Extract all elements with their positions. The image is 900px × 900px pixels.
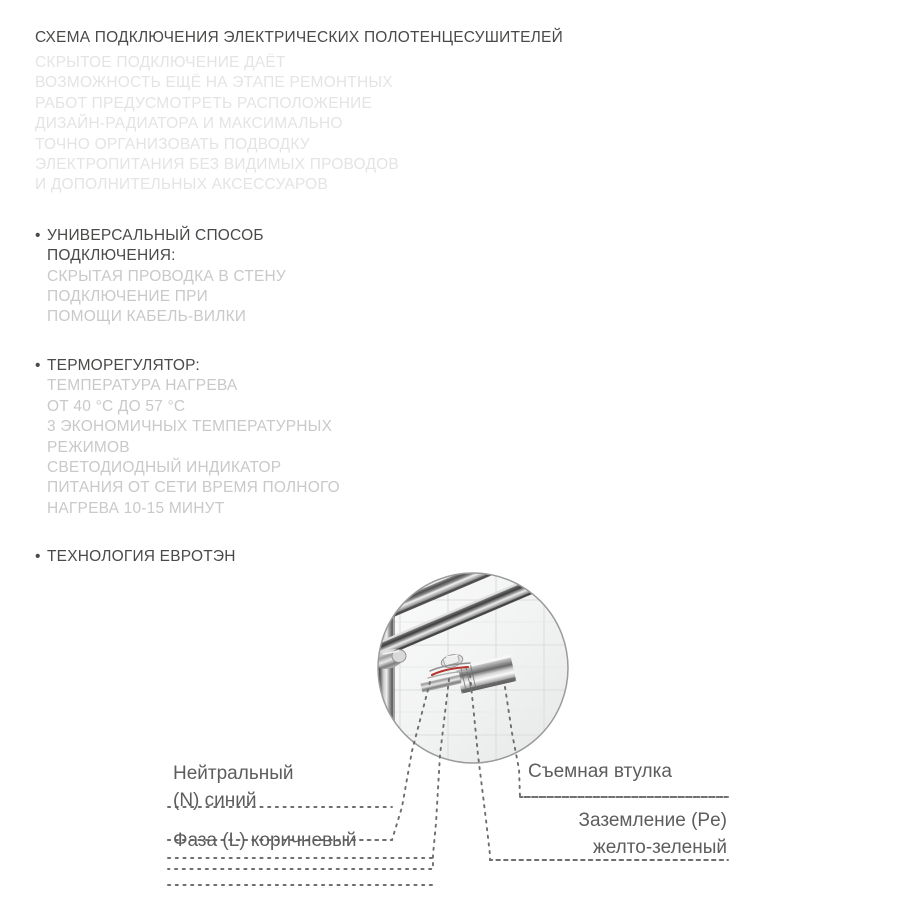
bullet-body-line: СВЕТОДИОДНЫЙ ИНДИКАТОР (47, 458, 282, 476)
feature-bullet-thermostat (35, 356, 655, 519)
label-neutral-line2: (N) синий (173, 790, 257, 811)
intro-line: И ДОПОЛНИТЕЛЬНЫХ АКСЕССУАРОВ (35, 176, 328, 194)
bullet-body (47, 267, 655, 328)
bullet-body-line: НАГРЕВА 10-15 МИНУТ (47, 499, 225, 517)
bullet-body-line: 3 ЭКОНОМИЧНЫХ ТЕМПЕРАТУРНЫХ (47, 418, 333, 436)
wiring-diagram (0, 555, 900, 900)
label-earth-wire (495, 807, 727, 861)
intro-line: РАБОТ ПРЕДУСМОТРЕТЬ РАСПОЛОЖЕНИЕ (35, 94, 373, 112)
bullet-body-line: ПОМОЩИ КАБЕЛЬ-ВИЛКИ (47, 308, 247, 326)
wiring-diagram-graphic (0, 555, 900, 900)
bullet-dot-icon (35, 226, 47, 246)
label-earth-line2: желто-зеленый (593, 837, 727, 858)
bullet-heading (47, 226, 655, 267)
bullet-body-line: ТЕМПЕРАТУРА НАГРЕВА (47, 377, 238, 395)
label-neutral-wire (173, 760, 294, 814)
intro-line: ВОЗМОЖНОСТЬ ЕЩЁ НА ЭТАПЕ РЕМОНТНЫХ (35, 74, 393, 92)
page-title: СХЕМА ПОДКЛЮЧЕНИЯ ЭЛЕКТРИЧЕСКИХ ПОЛОТЕНЦЕСУШИТЕЛЕЙ (35, 29, 563, 46)
photo-inset-circle (304, 555, 600, 770)
bullet-heading-line: ТЕРМОРЕГУЛЯТОР: (47, 356, 200, 374)
bullet-body-line: ПИТАНИЯ ОТ СЕТИ ВРЕМЯ ПОЛНОГО (47, 479, 340, 497)
bullet-heading-line: ПОДКЛЮЧЕНИЯ: (47, 247, 176, 265)
intro-line: ТОЧНО ОРГАНИЗОВАТЬ ПОДВОДКУ (35, 135, 310, 153)
intro-line: ЭЛЕКТРОПИТАНИЯ БЕЗ ВИДИМЫХ ПРОВОДОВ (35, 156, 399, 174)
label-earth-line1: Заземление (Pe) (578, 810, 727, 831)
bullet-dot-icon (35, 356, 47, 376)
bullet-body (47, 376, 655, 519)
intro-line: СКРЫТОЕ ПОДКЛЮЧЕНИЕ ДАЁТ (35, 54, 286, 71)
intro-paragraph (35, 53, 655, 196)
bullet-body-line: ОТ 40 °С ДО 57 °С (47, 397, 186, 415)
label-neutral-line1: Нейтральный (173, 763, 294, 784)
bullet-heading-line: УНИВЕРСАЛЬНЫЙ СПОСОБ (47, 226, 264, 244)
bullet-body-line: РЕЖИМОВ (47, 438, 130, 456)
text-content-column (35, 28, 655, 568)
bullet-body-line: СКРЫТАЯ ПРОВОДКА В СТЕНУ (47, 267, 286, 285)
intro-line: ДИЗАЙН-РАДИАТОРА И МАКСИМАЛЬНО (35, 115, 343, 133)
label-phase-wire: Фаза (L) коричневый (173, 830, 357, 851)
feature-bullet-universal-connection (35, 226, 655, 328)
label-removable-sleeve: Съемная втулка (528, 761, 672, 782)
bullet-body-line: ПОДКЛЮЧЕНИЕ ПРИ (47, 288, 208, 306)
bullet-heading (47, 356, 655, 376)
bullet-heading-line: ТЕХНОЛОГИЯ ЕВРОТЭН (47, 548, 236, 566)
